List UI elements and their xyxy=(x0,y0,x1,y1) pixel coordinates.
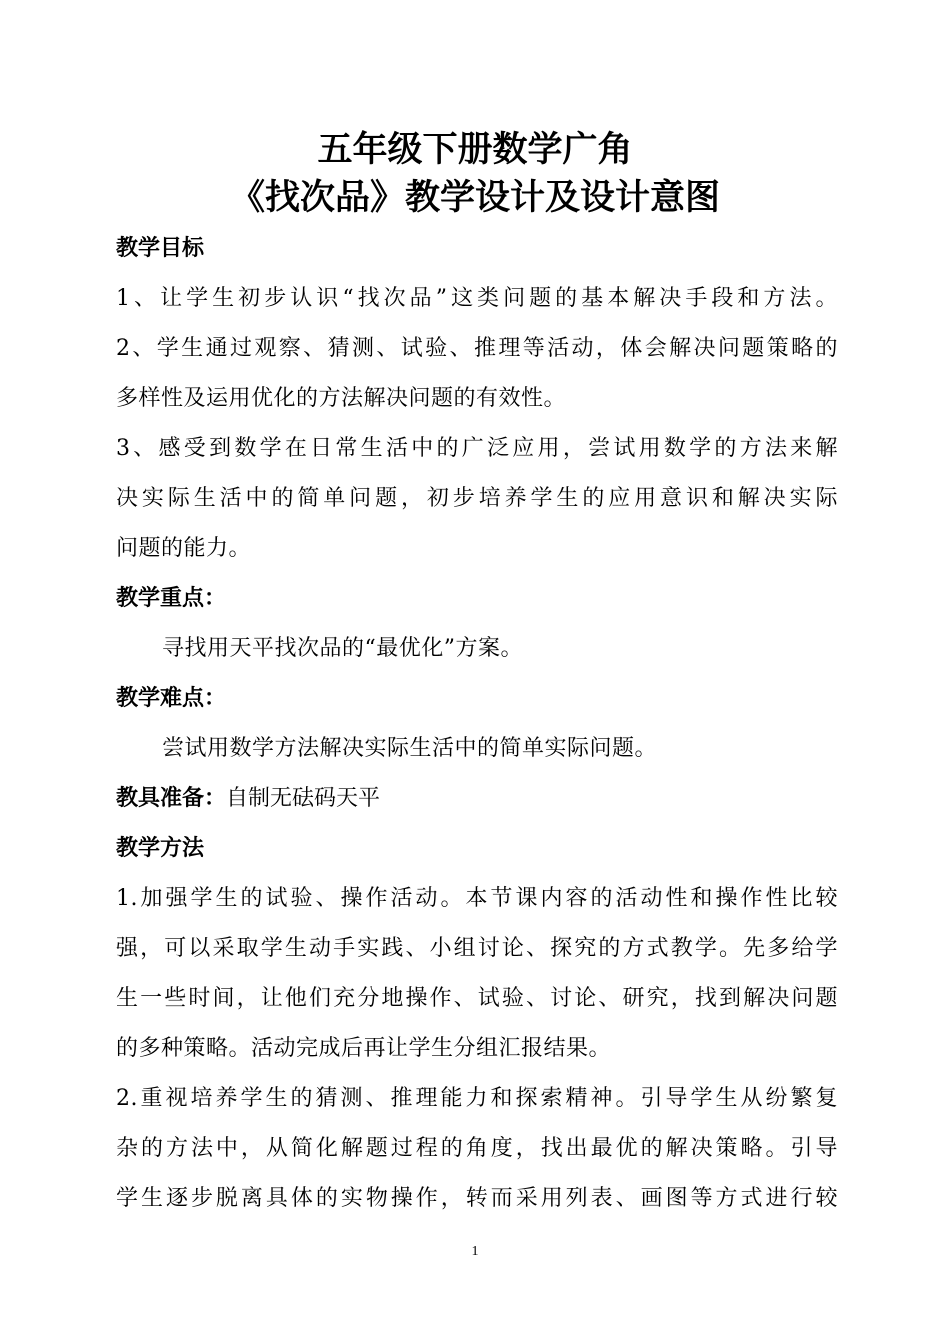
page-number: 1 xyxy=(471,1244,479,1259)
objectives-heading: 教学目标 xyxy=(116,236,205,261)
methods-line: 杂的方法中，从简化解题过程的角度，找出最优的解决策略。引导 xyxy=(116,1136,838,1161)
objectives-line: 3、感受到数学在日常生活中的广泛应用，尝试用数学的方法来解 xyxy=(116,436,838,461)
objectives-line: 1、让学生初步认识“找次品”这类问题的基本解决手段和方法。 xyxy=(116,286,838,311)
key-point-heading: 教学重点： xyxy=(116,586,227,611)
document-title-line-2: 《找次品》教学设计及设计意图 xyxy=(229,178,720,218)
methods-line: 2.重视培养学生的猜测、推理能力和探索精神。引导学生从纷繁复 xyxy=(116,1086,838,1111)
methods-line: 的多种策略。活动完成后再让学生分组汇报结果。 xyxy=(116,1036,612,1061)
methods-line: 强，可以采取学生动手实践、小组讨论、探究的方式教学。先多给学 xyxy=(116,936,838,961)
tools-text: 自制无砝码天平 xyxy=(226,786,381,811)
key-point-text: 寻找用天平找次品的“最优化”方案。 xyxy=(162,636,523,661)
tools-heading: 教具准备： xyxy=(116,786,227,811)
objectives-line: 问题的能力。 xyxy=(116,536,252,561)
objectives-line: 决实际生活中的简单问题，初步培养学生的应用意识和解决实际 xyxy=(116,486,838,511)
methods-heading: 教学方法 xyxy=(116,836,205,861)
document-title-line-1: 五年级下册数学广角 xyxy=(317,130,633,170)
difficulty-heading: 教学难点： xyxy=(116,686,227,711)
objectives-line: 2、学生通过观察、猜测、试验、推理等活动，体会解决问题策略的 xyxy=(116,336,838,361)
methods-line: 学生逐步脱离具体的实物操作，转而采用列表、画图等方式进行较 xyxy=(116,1186,838,1211)
methods-line: 生一些时间，让他们充分地操作、试验、讨论、研究，找到解决问题 xyxy=(116,986,838,1011)
difficulty-text: 尝试用数学方法解决实际生活中的简单实际问题。 xyxy=(162,736,658,761)
objectives-line: 多样性及运用优化的方法解决问题的有效性。 xyxy=(116,386,567,411)
tools-row xyxy=(116,784,380,814)
methods-line: 1.加强学生的试验、操作活动。本节课内容的活动性和操作性比较 xyxy=(116,886,838,911)
